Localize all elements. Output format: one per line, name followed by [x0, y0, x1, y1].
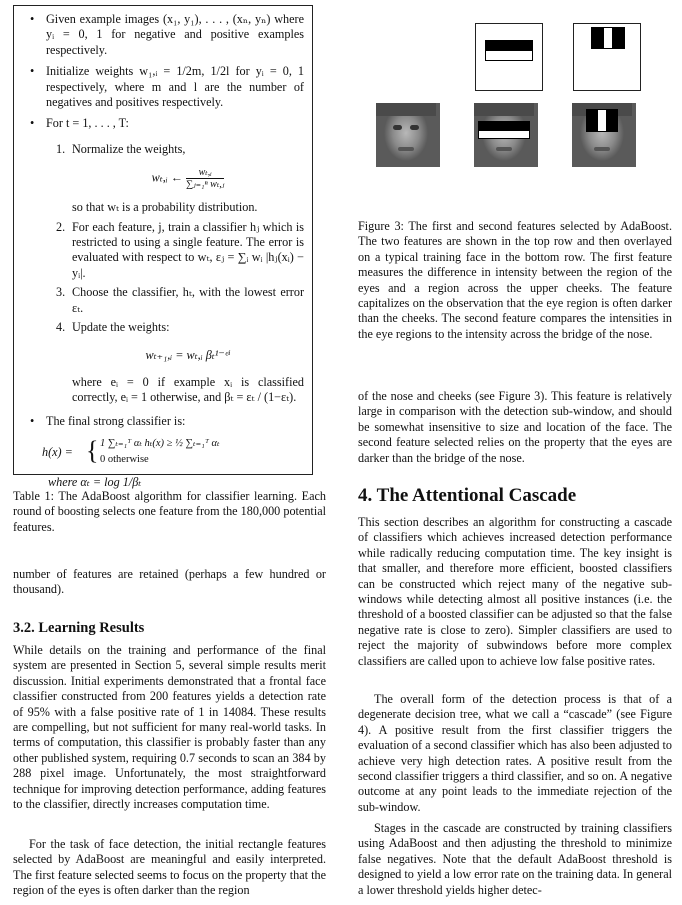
- right-paragraph-1: of the nose and cheeks (see Figure 3). This feature is relatively large in comparison with the detection sub-window, and should be somewhat insensitive to size and location of the face. The second feature selected relies on the property that the eyes are darker than the bridge of the nose.: [358, 389, 672, 465]
- right-paragraph-2: This section describes an algorithm for constructing a cascade of classifiers which achieves increased detection performance while radically reducing computation time. The key insight is that smaller, and therefore more efficient, boosted classifiers can be constructed which reject many of the negative sub-windows while detecting almost all positive instances (i.e. the threshold of a boosted classifier can be adjusted so that the false negative rate is close to zero). Simpler classifiers are used to reject the majority of subwindows before more complex classifiers are called upon to achieve low false positive rates.: [358, 515, 672, 668]
- alg-init: • Initialize weights w₁,ᵢ = 1/2m, 1/2l for yᵢ = 0, 1 respectively, where m and l are the number of negatives and positives respectively.: [30, 64, 304, 110]
- face-image-plain: [376, 103, 440, 167]
- right-paragraph-3: The overall form of the detection process is that of a degenerate decision tree, what we call a “cascade” (see Figure 4). A positive result from the first classifier triggers the evaluation of a second classifier which has also been adjusted to achieve very high detection rates. A positive result from the second classifier triggers a third classifier, and so on. A negative outcome at any point leads to the immediate rejection of the sub-window.: [358, 692, 672, 814]
- alg-step-3: 3. Choose the classifier, hₜ, with the lowest error εₜ.: [56, 285, 304, 315]
- figure-caption: Figure 3: The first and second features selected by AdaBoost. The two features are shown in the top row and then overlayed on a typical training face in the bottom row. The first feature measures the difference in intensity between the region of the eyes and a region across the upper cheeks. The feature capitalizes on the observation that the eye region is often darker than the cheeks. The second feature compares the intensities in the eye regions to the intensity across the bridge of the nose.: [358, 219, 672, 341]
- alg-given: • Given example images (x₁, y₁), . . . , (xₙ, yₙ) where yᵢ = 0, 1 for negative and positive examples respectively.: [30, 12, 304, 57]
- alg-final: • The final strong classifier is:: [30, 413, 186, 428]
- right-paragraph-4: Stages in the cascade are constructed by training classifiers using AdaBoost and then adjusting the threshold to minimize false negatives. Note that the default AdaBoost threshold is designed to yield a low error rate on the training data. In general a lower threshold yields higher detec-: [358, 821, 672, 897]
- feature-2-box: [573, 23, 641, 91]
- left-paragraph-1: number of features are retained (perhaps a few hundred or thousand).: [13, 567, 326, 597]
- left-paragraph-2: While details on the training and performance of the final system are presented in Section 5, several simple results merit discussion. Initial experiments demonstrated that a frontal face classifier constructed from 200 features yields a detection rate of 95% with a false positive rate of 1 in 14084. These results are compelling, but not sufficient for many real-world tasks. In terms of computation, this classifier is probably faster than any other published system, requiring 0.7 seconds to scan an 384 by 288 pixel image. Unfortunately, the most straightforward technique for improving detection performance, adding features to the classifier, directly increases computation time.: [13, 643, 326, 812]
- weight-update-equation: wₜ₊₁,ᵢ = wₜ,ᵢ βₜ¹⁻ᵉⁱ: [145, 347, 231, 362]
- left-paragraph-3: For the task of face detection, the initial rectangle features selected by AdaBoost are meaningful and easily interpreted. The first feature selected seems to focus on the property that the region of the eyes is often darker than the region: [13, 837, 326, 898]
- adaboost-algorithm-box: [13, 5, 313, 490]
- face-image-feature-2: [572, 103, 636, 167]
- feature-1-light-bar: [485, 50, 533, 61]
- section-heading-3-2: 3.2. Learning Results: [13, 620, 145, 636]
- alg-loop: • For t = 1, . . . , T: 1. Normalize the weights, wₜ,ᵢ ← $\frac{\text{wₜ,ᵢ}}{\text{∑ⱼ₌₁ⁿ wₜ,ⱼ}}$ so that wₜ is a probability distribution. 2. For each feature, j, train a classifier hⱼ which is restricted to using a single feature. The error is evaluated with respect to wₜ, εⱼ = ∑ᵢ wᵢ |hⱼ(xᵢ) − yᵢ|. 3. Choose the classifier, hₜ, with the lowest error εₜ. 4. Update the weights: wₜ₊₁,ᵢ = wₜ,ᵢ βₜ¹⁻ᵉⁱ where eᵢ = 0 if example xᵢ is classified correctly, eᵢ = 1 otherwise, and βₜ = εₜ / (1−εₜ).: [30, 116, 304, 405]
- feature-2-dark-right: [613, 27, 625, 49]
- alg-step-4: 4. Update the weights: wₜ₊₁,ᵢ = wₜ,ᵢ βₜ¹⁻ᵉⁱ where eᵢ = 0 if example xᵢ is classified correctly, eᵢ = 1 otherwise, and βₜ = εₜ / (1−εₜ).: [56, 320, 304, 405]
- feature-1-box: [475, 23, 543, 91]
- normalize-equation: wₜ,ᵢ ← $\frac{\text{wₜ,ᵢ}}{\text{∑ⱼ₌₁ⁿ wₜ,ⱼ}}$: [151, 167, 225, 191]
- alpha-definition: where αₜ = log 1/βₜ: [48, 475, 142, 490]
- bullet-icon: •: [30, 116, 35, 131]
- bullet-icon: •: [30, 413, 35, 428]
- bullet-icon: •: [30, 64, 35, 79]
- feature-1-dark-bar: [485, 40, 533, 50]
- face-image-feature-1: [474, 103, 538, 167]
- alg-step-2: 2. For each feature, j, train a classifier hⱼ which is restricted to using a single feature. The error is evaluated with respect to wₜ, εⱼ = ∑ᵢ wᵢ |hⱼ(xᵢ) − yᵢ|.: [56, 219, 304, 280]
- section-heading-4: 4. The Attentional Cascade: [358, 485, 577, 506]
- final-classifier-equation: h(x) = { 1 ∑ₜ₌₁ᵀ αₜ hₜ(x) ≥ ½ ∑ₜ₌₁ᵀ αₜ 0 otherwise: [42, 436, 220, 466]
- feature-2-light-center: [603, 27, 613, 49]
- alg-step-1: 1. Normalize the weights, wₜ,ᵢ ← $\frac{\text{wₜ,ᵢ}}{\text{∑ⱼ₌₁ⁿ wₜ,ⱼ}}$ so that wₜ is a probability distribution.: [46, 142, 304, 216]
- feature-2-dark-left: [591, 27, 603, 49]
- table-caption: Table 1: The AdaBoost algorithm for classifier learning. Each round of boosting selects one feature from the 180,000 potential features.: [13, 489, 326, 534]
- bullet-icon: •: [30, 12, 35, 26]
- left-brace: {: [86, 436, 99, 466]
